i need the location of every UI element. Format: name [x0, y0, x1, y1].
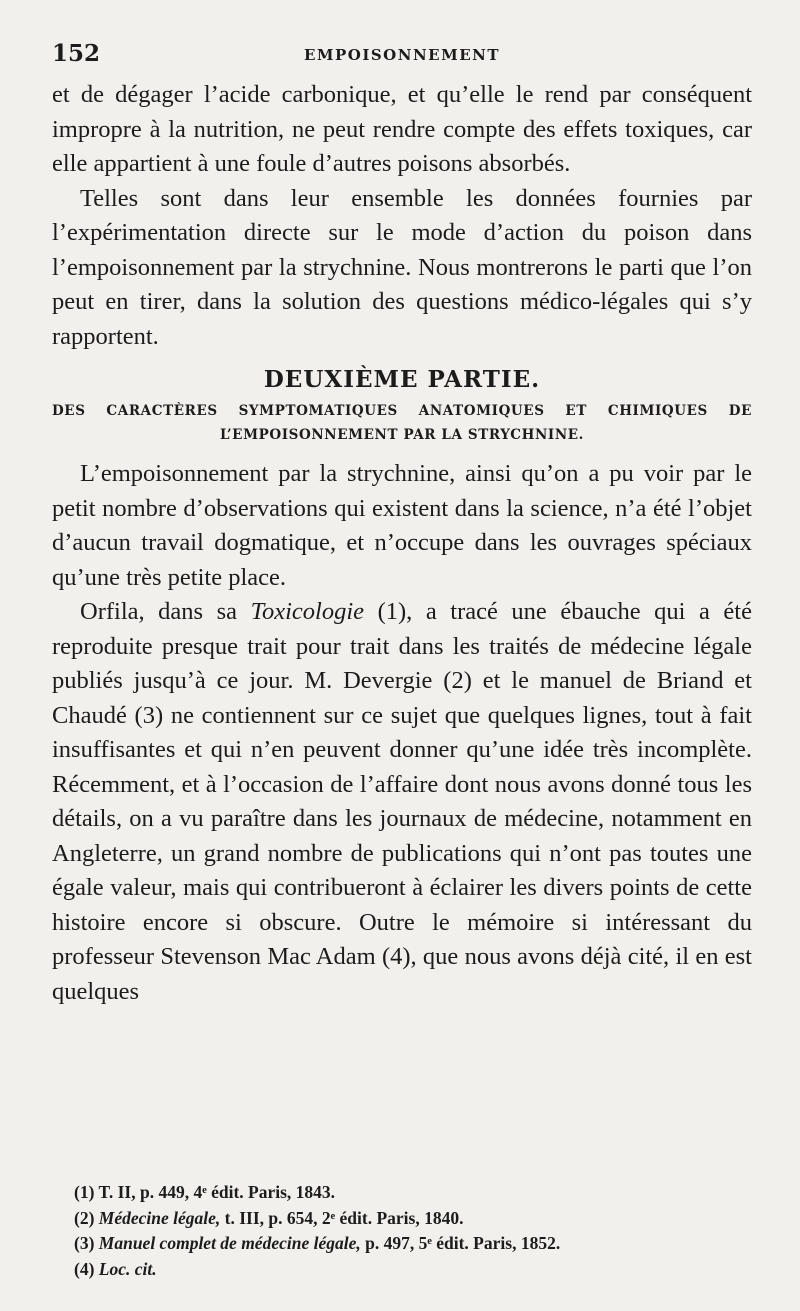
paragraph-text: Orfila, dans sa	[80, 598, 251, 625]
running-title: EMPOISONNEMENT	[303, 46, 501, 64]
footnote	[74, 1257, 754, 1283]
running-head	[52, 40, 752, 78]
body-text-part2	[52, 457, 752, 1009]
footnote-text: p. 497, 5ᵉ édit. Paris, 1852.	[360, 1233, 561, 1253]
paragraph-text: (1), a tracé une ébauche qui a été reproduite presque trait pour trait dans les traités de médecine légale publiés jusqu’à ce jour. M. Devergie (2) et le manuel de Briand et Chaudé (3) ne contiennent sur ce sujet que quelques lignes, tout à fait insuffisantes et qui n’en peuvent donner qu’une idée très incomplète. Récemment, et à l’occasion de l’affaire dont nous avons donné tous les détails, on a vu paraître dans les journaux de médecine, notamment en Angleterre, un grand nombre de publications qui n’ont pas toutes une égale valeur, mais qui contribueront à éclairer les divers points de cette histoire encore si obscure. Outre le mémoire si intéressant du professeur Stevenson Mac Adam (4), que nous avons déjà cité, il en est quelques	[52, 598, 752, 1005]
footnote-text: t. III, p. 654, 2ᵉ édit. Paris, 1840.	[220, 1207, 464, 1228]
footnote-number: (3)	[74, 1233, 95, 1253]
footnote-number: (2)	[74, 1207, 95, 1228]
footnote-number: (1)	[74, 1182, 95, 1202]
footnotes	[74, 1180, 754, 1282]
italic-title: Toxicologie	[250, 598, 365, 625]
footnote-number: (4)	[74, 1258, 95, 1279]
paragraph: et de dégager l’acide carbonique, et qu’elle le rend par conséquent impropre à la nutrition, ne peut rendre compte des effets toxiques, car elle appartient à une foule d’autres poisons absorbés.	[52, 81, 752, 177]
book-page	[52, 40, 752, 1009]
footnote-text: T. II, p. 449, 4ᵉ édit. Paris, 1843.	[98, 1182, 336, 1202]
paragraph	[52, 595, 752, 1009]
section-subtitle: DES CARACTÈRES SYMPTOMATIQUES ANATOMIQUES ET CHIMIQUES DE L’EMPOISONNEMENT PAR LA STRYCHNINE.	[52, 403, 752, 443]
paragraph: L’empoisonnement par la strychnine, ainsi qu’on a pu voir par le petit nombre d’observations qui existent dans la science, n’a été l’objet d’aucun travail dogmatique, et n’occupe dans les ouvrages spéciaux qu’une très petite place.	[52, 460, 752, 591]
body-text-part1	[52, 78, 752, 354]
page-number: 152	[52, 40, 101, 67]
footnote-italic: Manuel complet de médecine légale,	[98, 1233, 361, 1253]
footnote	[74, 1206, 754, 1232]
footnote-italic: Médecine légale,	[98, 1207, 221, 1228]
paragraph: Telles sont dans leur ensemble les données fournies par l’expérimentation directe sur le mode d’action du poison dans l’empoisonnement par la strychnine. Nous montrerons le parti que l’on peut en tirer, dans la solution des questions médico-légales qui s’y rapportent.	[52, 184, 752, 350]
footnote	[74, 1231, 754, 1257]
section-title: DEUXIÈME PARTIE.	[263, 366, 541, 393]
footnote-italic: Loc. cit.	[98, 1258, 157, 1279]
footnote	[74, 1180, 754, 1206]
